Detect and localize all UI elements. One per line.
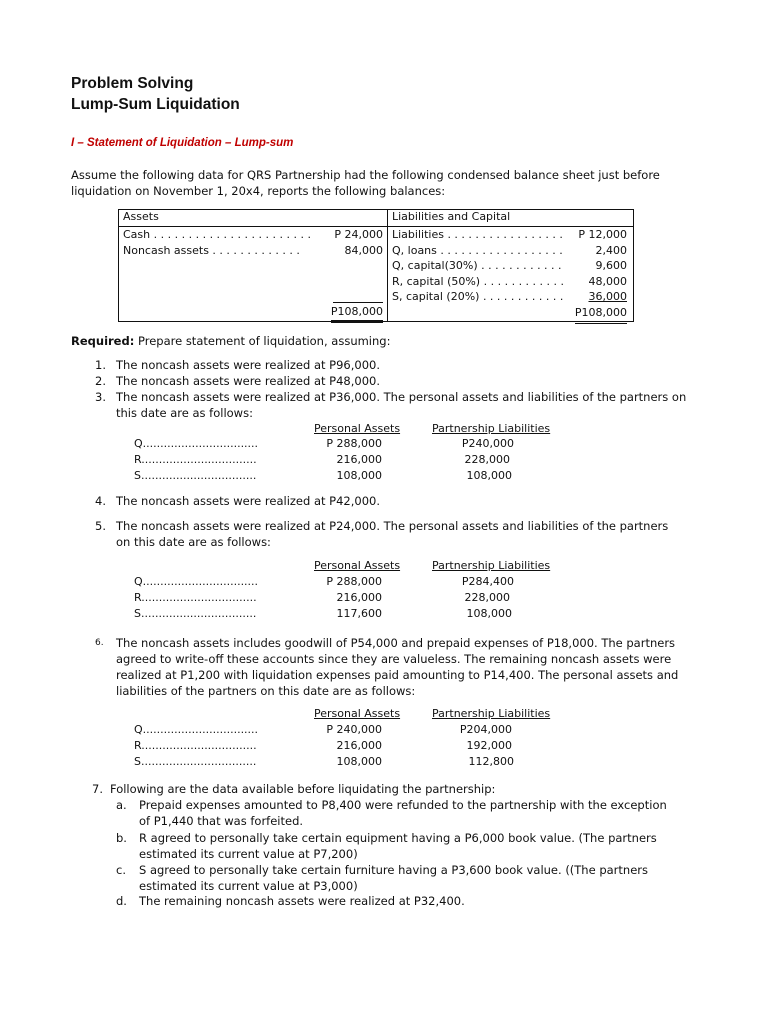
partner-assets: P 288,000 (326, 575, 382, 588)
asset-row (119, 227, 387, 243)
col-personal-assets: Personal Assets (314, 707, 401, 720)
assets-total-rule (333, 302, 383, 303)
item-number: 2. (95, 374, 106, 388)
item-number: 5. (95, 519, 106, 533)
partner-name: S................................. (134, 469, 257, 482)
asset-label: Noncash assets . . . . . . . . . . . . . (123, 243, 300, 257)
col-partnership-liabilities: Partnership Liabilities (432, 559, 551, 572)
col-personal-assets: Personal Assets (314, 422, 401, 435)
asset-label: Cash . . . . . . . . . . . . . . . . . . . . . . . (123, 228, 311, 241)
partner-name: S................................. (134, 607, 257, 620)
liability-row (388, 227, 633, 243)
item-number: 1. (95, 358, 106, 372)
sub-item-text: estimated its current value at P3,000) (139, 879, 358, 893)
liability-amount: 36,000 (588, 290, 627, 304)
item-text: The noncash assets includes goodwill of P54,000 and prepaid expenses of P18,000. The partners (116, 636, 676, 650)
item-number: 7. (92, 782, 103, 796)
liability-label: Liabilities . . . . . . . . . . . . . . . . . (392, 228, 563, 241)
liability-row (388, 243, 633, 259)
partner-liabilities: 112,800 (468, 755, 514, 768)
assets-header: Assets (123, 210, 159, 223)
partner-assets: 108,000 (336, 755, 382, 768)
liability-row (388, 289, 633, 305)
sub-item-text: Prepaid expenses amounted to P8,400 were refunded to the partnership with the exception (139, 798, 667, 812)
partner-name: Q................................. (134, 575, 259, 588)
assets-header-cell (119, 210, 388, 227)
item-number: 6. (95, 638, 104, 648)
sub-item-letter: b. (116, 831, 127, 845)
partner-liabilities: P284,400 (461, 575, 514, 588)
item-number: 3. (95, 390, 106, 404)
liability-label: Q, loans . . . . . . . . . . . . . . . . . . (392, 243, 563, 257)
partner-assets: P 288,000 (326, 437, 382, 450)
item-text: The noncash assets were realized at P42,000. (116, 494, 381, 508)
col-personal-assets: Personal Assets (314, 559, 401, 572)
partner-liabilities: P240,000 (461, 437, 514, 450)
liabilities-header: Liabilities and Capital (392, 210, 511, 223)
item-text: agreed to write-off these accounts since they are valueless. The remaining noncash assets were (116, 652, 672, 666)
partner-assets: 216,000 (336, 739, 382, 752)
liability-amount: 48,000 (588, 274, 627, 288)
item-text: realized at P1,200 with liquidation expenses paid amounting to P14,400. The personal assets and (116, 668, 679, 682)
item-text: The noncash assets were realized at P36,000. The personal assets and liabilities of the partners on (116, 390, 687, 404)
item-text: The noncash assets were realized at P96,000. (116, 358, 381, 372)
partner-assets: 216,000 (336, 591, 382, 604)
partner-name: R................................. (134, 453, 257, 466)
section-heading: I – Statement of Liquidation – Lump-sum (71, 137, 294, 149)
sub-item-text: S agreed to personally take certain furniture having a P3,600 book value. ((The partners (139, 863, 648, 877)
sub-item-text: The remaining noncash assets were realized at P32,400. (139, 894, 465, 908)
liability-amount: 2,400 (595, 243, 627, 257)
liabilities-total: P108,000 (575, 305, 627, 324)
required-line (71, 333, 390, 349)
liability-row (388, 274, 633, 290)
partner-assets: 108,000 (336, 469, 382, 482)
item-text: The noncash assets were realized at P24,000. The personal assets and liabilities of the partners (116, 519, 669, 533)
partner-assets: P 240,000 (326, 723, 382, 736)
sub-item-text: R agreed to personally take certain equipment having a P6,000 book value. (The partners (139, 831, 657, 845)
sub-item-text: of P1,440 that was forfeited. (139, 814, 304, 828)
sub-item-text: estimated its current value at P7,200) (139, 847, 358, 861)
partner-name: Q................................. (134, 437, 259, 450)
partner-liabilities: 108,000 (466, 469, 512, 482)
intro-line-2: liquidation on November 1, 20x4, reports the following balances: (71, 184, 446, 198)
liabilities-total-row (388, 305, 633, 321)
partner-liabilities: 228,000 (464, 591, 510, 604)
liability-amount: P 12,000 (578, 228, 627, 241)
page-title: Problem Solving (71, 75, 194, 92)
col-partnership-liabilities: Partnership Liabilities (432, 707, 551, 720)
intro-line-1: Assume the following data for QRS Partnership had the following condensed balance sheet just before (71, 168, 660, 182)
partner-assets: 117,600 (336, 607, 382, 620)
item-text: The noncash assets were realized at P48,000. (116, 374, 381, 388)
sub-item-letter: a. (116, 798, 127, 812)
partner-assets: 216,000 (336, 453, 382, 466)
asset-amount: P 24,000 (334, 228, 383, 241)
item-text: this date are as follows: (116, 406, 253, 420)
partner-name: R................................. (134, 591, 257, 604)
liability-row (388, 258, 633, 274)
liabilities-header-cell (388, 210, 634, 227)
liability-label: Q, capital(30%) . . . . . . . . . . . . (392, 259, 562, 273)
col-partnership-liabilities: Partnership Liabilities (432, 422, 551, 435)
partner-name: Q................................. (134, 723, 259, 736)
item-number: 4. (95, 494, 106, 508)
page-subtitle: Lump-Sum Liquidation (71, 96, 240, 113)
required-text: Prepare statement of liquidation, assuming: (134, 334, 391, 348)
liability-label: R, capital (50%) . . . . . . . . . . . . (392, 274, 565, 288)
sub-item-letter: c. (116, 863, 126, 877)
partner-liabilities: 228,000 (464, 453, 510, 466)
assets-total: P108,000 (331, 304, 383, 323)
partner-name: S................................. (134, 755, 257, 768)
partner-liabilities: P204,000 (459, 723, 512, 736)
assets-total-row (119, 304, 387, 320)
liability-label: S, capital (20%) . . . . . . . . . . . . (392, 290, 564, 304)
partner-liabilities: 108,000 (466, 607, 512, 620)
item-text: on this date are as follows: (116, 535, 271, 549)
required-label: Required: (71, 334, 135, 348)
liability-amount: 9,600 (595, 259, 627, 273)
assets-body (119, 227, 388, 322)
asset-row (119, 243, 387, 259)
balance-sheet-table (118, 209, 634, 322)
asset-amount: 84,000 (344, 243, 383, 257)
sub-item-letter: d. (116, 894, 127, 908)
item-text: Following are the data available before liquidating the partnership: (110, 782, 496, 796)
item-text: liabilities of the partners on this date are as follows: (116, 684, 416, 698)
partner-liabilities: 192,000 (466, 739, 512, 752)
partner-name: R................................. (134, 739, 257, 752)
liabilities-body (388, 227, 634, 322)
